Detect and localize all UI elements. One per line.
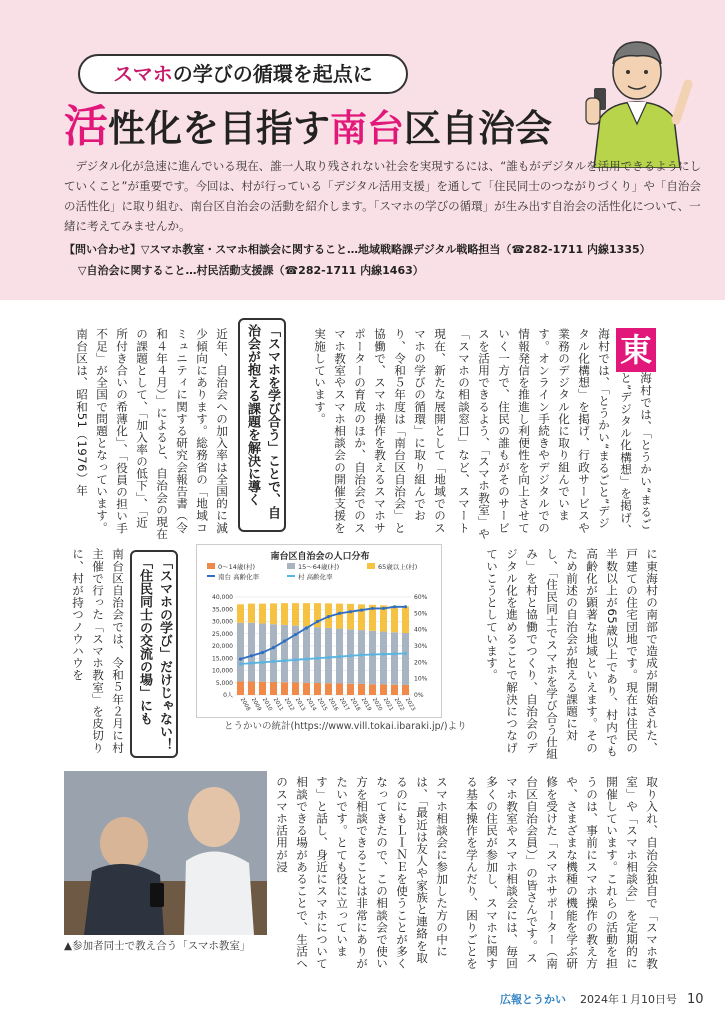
y-tick-right: 60%	[414, 594, 428, 601]
series-point	[239, 657, 242, 660]
bar-segment	[248, 623, 255, 682]
population-chart	[196, 544, 442, 718]
x-tick: 2021	[381, 697, 394, 713]
legend-swatch	[207, 563, 215, 569]
bar-segment	[380, 632, 387, 685]
bar-segment	[380, 684, 387, 695]
bar-segment	[314, 683, 321, 695]
series-point	[404, 652, 407, 655]
series-point	[327, 615, 330, 618]
footer-logo: 広報とうかい	[500, 993, 566, 1006]
y-tick-right: 40%	[414, 626, 428, 634]
inquiry-line-1	[64, 239, 714, 260]
bar-segment	[237, 623, 244, 682]
inquiry-text-2: ▽自治会に関すること…村民活動支援課（☎282-1711 内線1463）	[78, 264, 424, 277]
series-point	[283, 640, 286, 643]
legend-swatch	[367, 563, 375, 569]
bar-segment	[336, 683, 343, 695]
series-point	[360, 653, 363, 656]
series-point	[250, 662, 253, 665]
series-point	[382, 607, 385, 610]
bar-segment	[402, 633, 409, 685]
bar-segment	[402, 685, 409, 695]
y-tick-right: 50%	[414, 610, 428, 618]
y-tick-left: 30,000	[212, 618, 233, 626]
legend-label: 南台 高齢化率	[218, 573, 260, 581]
y-tick-left: 20,000	[212, 643, 233, 650]
chart-title: 南台区自治会の人口分布	[270, 552, 370, 562]
x-tick: 2010	[260, 697, 273, 713]
bar-segment	[402, 606, 409, 633]
series-point	[327, 656, 330, 659]
bar-segment	[358, 630, 365, 684]
series-point	[349, 654, 352, 657]
series-point	[393, 605, 396, 608]
y-tick-left: 5,000	[215, 679, 233, 687]
x-tick: 2022	[392, 697, 405, 713]
x-tick: 2016	[326, 697, 339, 713]
x-tick: 2018	[348, 697, 361, 713]
bar-segment	[336, 604, 343, 629]
bar-segment	[292, 683, 299, 695]
y-tick-left: 0人	[223, 692, 233, 699]
title-part-1: 活	[64, 101, 108, 152]
bar-segment	[347, 684, 354, 695]
body-col-b: 現在、新たな展開として「地域でのスマホの学びの循環」に取り組んでおり、令和５年度は「南台区自治会」と協働で、スマホ操作を教えるスマホサポーターの育成のほか、自治会でのスマホ教室やスマホ相談会の開催支援を実施しています。	[313, 328, 447, 534]
smartphone-class-photo	[64, 771, 267, 935]
series-point	[360, 608, 363, 611]
y-tick-left: 25,000	[212, 630, 233, 638]
footer-date: 2024年１月10日号	[580, 993, 677, 1006]
x-tick: 2011	[271, 697, 284, 713]
series-point	[338, 655, 341, 658]
series-point	[338, 612, 341, 615]
x-tick: 2020	[370, 697, 383, 713]
bar-segment	[325, 683, 332, 695]
bar-segment	[281, 682, 288, 695]
bar-segment	[347, 604, 354, 629]
photo-caption: ▲参加者同士で教え合う「スマホ教室」	[64, 940, 251, 952]
series-point	[305, 657, 308, 660]
bar-segment	[358, 684, 365, 695]
bar-segment	[248, 682, 255, 695]
x-tick: 2014	[304, 697, 317, 713]
initial-tag: 東	[616, 328, 656, 372]
series-point	[349, 610, 352, 613]
page-title	[64, 101, 552, 152]
x-tick: 2023	[403, 697, 416, 713]
bar-segment	[391, 685, 398, 695]
x-tick: 2012	[282, 697, 295, 713]
title-part-4: 区自治会	[404, 107, 552, 150]
bar-segment	[369, 631, 376, 684]
series-point	[261, 651, 264, 654]
x-tick: 2008	[238, 697, 251, 713]
series-point	[250, 654, 253, 657]
x-tick: 2017	[337, 697, 350, 713]
bar-segment	[270, 603, 277, 624]
chart-caption: とうかいの統計(https://www.vill.tokai.ibaraki.jp/)より	[224, 721, 467, 732]
series-point	[305, 626, 308, 629]
series-point	[239, 662, 242, 665]
bar-segment	[270, 624, 277, 682]
footer	[500, 991, 704, 1007]
bar-segment	[292, 603, 299, 626]
body-col-f: 取り入れ、自治会独自で「スマホ教室」や「スマホ相談会」を定期的に開催しています。これらの活動を担うのは、事前にスマホ操作の教え方や、さまざまな機種の機能を学ぶ研修を受けた「スマホサポーター（南台区自治会員）」の皆さんです。スマホ教室やスマホ相談会には、毎回多くの住民が参加し、スマホに関する基本操作を学んだり、困りごとを	[465, 776, 659, 970]
bar-segment	[325, 628, 332, 683]
inquiry-line-2	[64, 260, 714, 281]
series-point	[316, 657, 319, 660]
bar-segment	[259, 682, 266, 695]
legend-label: 村 高齢化率	[298, 573, 333, 581]
series-point	[371, 607, 374, 610]
series-point	[283, 659, 286, 662]
bar-segment	[314, 627, 321, 683]
lead-paragraph: デジタル化が急速に進んでいる現在、誰一人取り残されない社会を実現するには、“誰もがデジタルを活用できるようにしていくこと”が重要です。今回は、村が行っている「デジタル活用支援」を通して「住民同士のつながりづくり」や「自治会の活性化」に取り組む、南台区自治会の活動を紹介します。「スマホの学びの循環」が生み出す自治会の活性化について、一緒に考えてみませんか。	[64, 159, 702, 233]
population-chart-svg	[197, 545, 443, 719]
series-point	[294, 633, 297, 636]
body-col-c: 近年、自治会への加入率は全国的に減少傾向にあります。総務省の「地域コミュニティに関する研究会報告書（令和４年４月）」によると、自治会の現在の課題として、「加入率の低下」、「近所付き合いの希薄化」、「役員の担い手不足」が全国で問題となっています。南台区は、昭和51（1976）年	[75, 328, 229, 540]
x-tick: 2013	[293, 697, 306, 713]
y-tick-left: 15,000	[212, 655, 233, 663]
y-tick-left: 10,000	[212, 667, 233, 675]
photo-illustration	[64, 771, 267, 935]
subtitle-highlight: スマホ	[113, 62, 173, 86]
series-point	[393, 652, 396, 655]
bar-segment	[259, 604, 266, 624]
section-heading-2: 「スマホの学び」だけじゃない！「住民同士の交流の場」にも	[130, 550, 178, 758]
series-point	[316, 620, 319, 623]
x-tick: 2015	[315, 697, 328, 713]
body-col-e: 南台区自治会では、令和５年２月に村主催で行った「スマホ教室」を皮切りに、村が持つノウハウを	[71, 548, 125, 754]
bar-segment	[303, 603, 310, 626]
legend-swatch	[287, 563, 295, 569]
legend-label: 0～14歳(村)	[218, 563, 255, 571]
bar-segment	[281, 625, 288, 682]
inquiry-label: 【問い合わせ】	[64, 243, 141, 256]
subtitle-pill	[78, 54, 408, 94]
legend-label: 15～64歳(村)	[298, 563, 340, 571]
legend-label: 65歳以上(村)	[378, 563, 418, 571]
body-col-a-top: 海村では、「とうかい“まるごと”デジタル化構想」を掲げ、	[619, 372, 653, 536]
series-point	[294, 658, 297, 661]
bar-segment	[391, 606, 398, 632]
series-point	[371, 653, 374, 656]
bar-segment	[369, 684, 376, 695]
page-number: 10	[687, 992, 704, 1007]
x-tick: 2009	[249, 697, 262, 713]
series-point	[261, 661, 264, 664]
body-col-g: スマホ相談会に参加した方の中には、「最近は友人や家族と連絡を取るのにもＬＩＮＥを使うことが多くなってきたので、この相談会で使い方を相談できることは非常にありがたいです。とても役に立っています」と話し、身近にスマホについて相談できる場があることで、生活へのスマホ活用が浸	[275, 776, 449, 970]
inquiry-block	[64, 239, 714, 281]
series-point	[272, 646, 275, 649]
bar-segment	[270, 682, 277, 695]
bar-segment	[303, 626, 310, 682]
y-tick-right: 30%	[414, 643, 428, 650]
y-tick-right: 20%	[414, 659, 428, 667]
title-part-3: 南台	[330, 107, 404, 150]
presenter-illustration	[572, 28, 702, 168]
bar-segment	[281, 603, 288, 625]
bar-segment	[237, 682, 244, 695]
section-heading-1: 「スマホを学び合う」ことで、自治会が抱える課題を解決に導く	[238, 318, 286, 532]
series-point	[404, 605, 407, 608]
inquiry-text-1: ▽スマホ教室・スマホ相談会に関すること…地域戦略課デジタル戦略担当（☎282-1711 内線1335）	[141, 243, 651, 256]
series-point	[272, 660, 275, 663]
bar-segment	[237, 604, 244, 622]
body-col-a: 海村では、「とうかい“まるごと”デジタル化構想」を掲げ、行政サービスや業務のデジタル化に取り組んでいます。オンライン手続きやデジタルでの情報発信を推進し利便性を向上させていく一方で、住民の誰もがそのサービスを活用できるよう、「スマホ教室」や「スマホの相談窓口」など、スマート	[457, 328, 611, 540]
y-tick-right: 0%	[414, 692, 424, 699]
bar-segment	[248, 604, 255, 623]
y-tick-left: 40,000	[212, 594, 233, 601]
y-tick-right: 10%	[414, 675, 428, 683]
title-part-2: 性化を目指す	[108, 107, 330, 150]
series-point	[382, 653, 385, 656]
body-col-d: に東海村の南部で造成が開始された、戸建ての住宅団地です。現在は住民の半数以上が65歳以上であり、村内でも高齢化が顕著な地域といえます。そのため前述の自治会が抱える課題に対し、「住民同士でスマホを学び合う仕組み」を村と協働でつくり、自治会のデジタル化を進めることで解決につなげていこうとしています。	[485, 548, 659, 760]
bar-segment	[303, 683, 310, 695]
bar-segment	[391, 632, 398, 684]
subtitle-rest: の学びの循環を起点に	[172, 62, 373, 86]
x-tick: 2019	[359, 697, 372, 713]
bar-segment	[358, 604, 365, 630]
y-tick-left: 35,000	[212, 606, 233, 614]
